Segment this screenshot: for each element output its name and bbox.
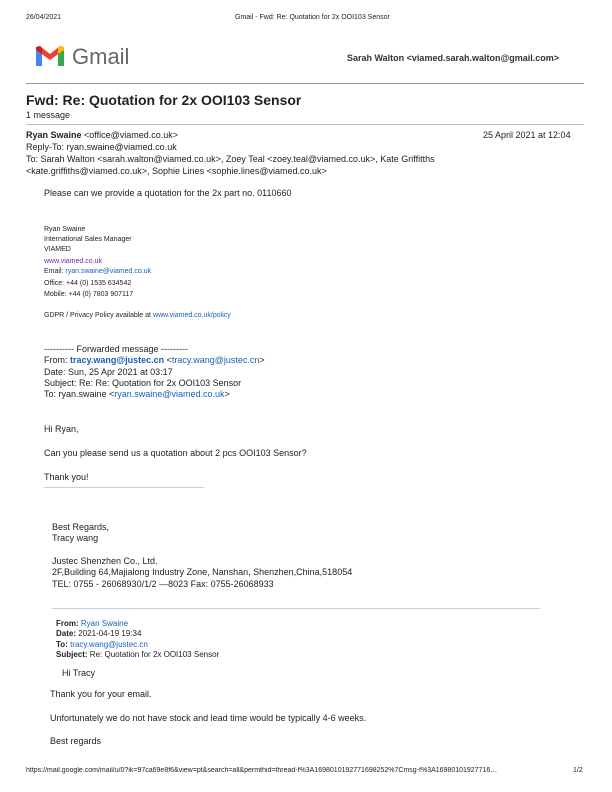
fwd-date: Date: Sun, 25 Apr 2021 at 03:17 bbox=[44, 367, 173, 377]
quoted-subject bbox=[56, 650, 219, 659]
thread-subject: Fwd: Re: Quotation for 2x OOI103 Sensor bbox=[26, 92, 302, 108]
fwd-greeting: Hi Ryan, bbox=[44, 424, 79, 434]
message-count: 1 message bbox=[26, 110, 71, 120]
fwd-to-end: > bbox=[224, 389, 230, 399]
print-footer-url: https://mail.google.com/mail/u/0?ik=97ca69e8f6&view=pt&search=all&permthid=thread-f%3A1698010192771698252%7Cmsg-f%3A16980101927716… bbox=[26, 767, 498, 774]
fwd-from: From: tracy.wang@justec.cn <tracy.wang@justec.cn> bbox=[44, 355, 265, 365]
fwd-short-divider bbox=[44, 487, 204, 488]
sig-name: Ryan Swaine bbox=[44, 226, 86, 233]
fwd-company: Justec Shenzhen Co., Ltd. bbox=[52, 556, 158, 566]
quoted-from bbox=[56, 619, 128, 628]
quoted-to-link[interactable]: tracy.wang@justec.cn bbox=[70, 640, 148, 649]
fwd-tel: TEL: 0755 - 26068930/1/2 —8023 Fax: 0755-26068933 bbox=[52, 579, 274, 589]
forward-divider: ---------- Forwarded message --------- bbox=[44, 344, 188, 354]
quoted-to-label: To: bbox=[56, 640, 68, 649]
sig-email bbox=[44, 268, 151, 275]
sig-office: Office: +44 (0) 1535 634542 bbox=[44, 280, 132, 287]
quoted-greeting: Hi Tracy bbox=[62, 668, 96, 678]
quoted-subject-value: Re: Quotation for 2x OOI103 Sensor bbox=[89, 650, 220, 659]
print-date: 26/04/2021 bbox=[26, 14, 62, 21]
sig-email-link[interactable]: ryan.swaine@viamed.co.uk bbox=[65, 268, 152, 275]
sig-gdpr-link[interactable]: www.viamed.co.uk/policy bbox=[152, 312, 231, 319]
fwd-thanks: Thank you! bbox=[44, 472, 89, 482]
fwd-to-email-link[interactable]: ryan.swaine@viamed.co.uk bbox=[114, 389, 225, 399]
gmail-logo-icon bbox=[34, 44, 66, 68]
quoted-line1: Thank you for your email. bbox=[50, 689, 152, 699]
sender-name: Ryan Swaine bbox=[26, 130, 82, 140]
sig-title: International Sales Manager bbox=[44, 236, 132, 243]
quoted-date bbox=[56, 629, 141, 638]
fwd-body: Can you please send us a quotation about 2 pcs OOI103 Sensor? bbox=[44, 448, 307, 458]
gmail-logo-text: Gmail bbox=[72, 44, 130, 69]
quoted-subject-label: Subject: bbox=[56, 650, 88, 659]
quoted-from-link[interactable]: Ryan Swaine bbox=[80, 619, 129, 628]
sig-gdpr bbox=[44, 312, 231, 319]
sender-email: <office@viamed.co.uk> bbox=[84, 130, 179, 140]
sig-email-label: Email: bbox=[44, 268, 66, 275]
fwd-address: 2F,Building 64,Majialong Industry Zone, Nanshan, Shenzhen,China,518054 bbox=[52, 567, 353, 577]
to-recipients-cont: <kate.griffiths@viamed.co.uk>, Sophie Lines <sophie.lines@viamed.co.uk> bbox=[26, 166, 327, 176]
quoted-to bbox=[56, 640, 148, 649]
sender bbox=[26, 130, 178, 140]
quoted-from-label: From: bbox=[56, 619, 79, 628]
fwd-subject: Subject: Re: Re: Quotation for 2x OOI103 Sensor bbox=[44, 378, 242, 388]
sig-website-link[interactable]: www.viamed.co.uk bbox=[44, 258, 102, 265]
print-page-number: 1/2 bbox=[573, 767, 583, 774]
quote-divider bbox=[52, 608, 540, 609]
quoted-date-label: Date: bbox=[56, 629, 77, 638]
sig-gdpr-label: GDPR / Privacy Policy available at bbox=[44, 312, 153, 319]
print-title: Gmail - Fwd: Re: Quotation for 2x OOI103 Sensor bbox=[235, 14, 390, 21]
quoted-date-value: 2021-04-19 19:34 bbox=[78, 629, 142, 638]
fwd-from-email-bracket-link[interactable]: tracy.wang@justec.cn bbox=[171, 355, 260, 365]
message-date: 25 April 2021 at 12:04 bbox=[483, 130, 571, 140]
quoted-closing: Best regards bbox=[50, 736, 102, 746]
account-label: Sarah Walton <viamed.sarah.walton@gmail.com> bbox=[347, 53, 560, 63]
fwd-to-label: To: ryan.swaine < bbox=[44, 389, 115, 399]
fwd-regards: Best Regards, bbox=[52, 522, 110, 532]
message-body: Please can we provide a quotation for the 2x part no. 0110660 bbox=[44, 188, 292, 198]
fwd-from-email-link[interactable]: tracy.wang@justec.cn bbox=[70, 355, 165, 365]
sig-company: VIAMED bbox=[44, 246, 71, 253]
fwd-to bbox=[44, 389, 230, 399]
subject-divider bbox=[26, 124, 584, 125]
fwd-name: Tracy wang bbox=[52, 533, 99, 543]
sig-mobile: Mobile: +44 (0) 7803 907117 bbox=[44, 291, 134, 298]
quoted-line2: Unfortunately we do not have stock and lead time would be typically 4-6 weeks. bbox=[50, 713, 367, 723]
fwd-from-label: From: bbox=[44, 355, 70, 365]
to-recipients: To: Sarah Walton <sarah.walton@viamed.co.uk>, Zoey Teal <zoey.teal@viamed.co.uk>, Kate Griffitths bbox=[26, 154, 435, 164]
header-divider bbox=[26, 83, 584, 84]
reply-to: Reply-To: ryan.swaine@viamed.co.uk bbox=[26, 142, 177, 152]
